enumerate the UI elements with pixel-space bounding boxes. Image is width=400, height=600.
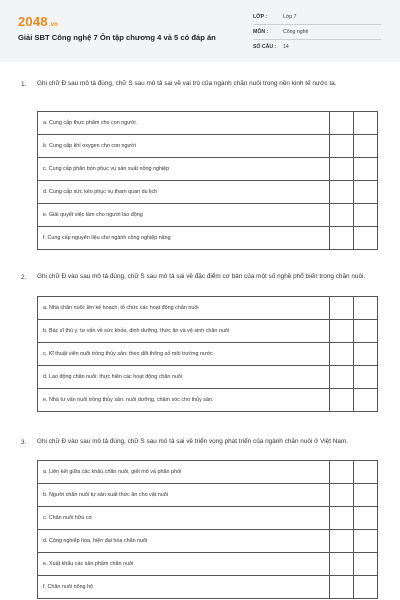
option-text: a. Liên kết giữa các khâu chăn nuôi, giết mổ và phân phối: [38, 461, 330, 484]
question-text: Ghi chữ Đ vào sau mô tả đúng, chữ S sau mô tả sai về triển vọng phát triển của ngành chăn nuôi ở Việt Nam.: [37, 438, 349, 445]
answer-cell[interactable]: [330, 530, 354, 553]
answer-cell[interactable]: [354, 112, 378, 135]
table-row: [38, 553, 378, 576]
option-text: b. Người chăn nuôi tự sản xuất thức ăn cho vật nuôi: [38, 484, 330, 507]
table-row: [38, 507, 378, 530]
meta-count-row: [253, 44, 381, 55]
answer-cell[interactable]: [330, 135, 354, 158]
table-row: [38, 484, 378, 507]
document-title: Giải SBT Công nghệ 7 Ôn tập chương 4 và 5 có đáp án: [18, 33, 216, 42]
question-text: Ghi chữ Đ sau mô tả đúng, chữ S sau mô tả sai về vai trò của ngành chăn nuôi trong nền kinh tế nước ta.: [37, 80, 337, 87]
site-logo[interactable]: [18, 14, 58, 29]
option-text: b. Cung cấp khí oxygen cho con người: [38, 135, 330, 158]
answer-cell[interactable]: [354, 227, 378, 250]
meta-class-row: [253, 14, 381, 25]
meta-subject-key: MÔN :: [253, 29, 269, 35]
answer-cell[interactable]: [354, 297, 378, 320]
answer-table: [37, 111, 378, 250]
answer-cell[interactable]: [330, 576, 354, 599]
answer-cell[interactable]: [330, 484, 354, 507]
answer-cell[interactable]: [330, 227, 354, 250]
answer-cell[interactable]: [354, 204, 378, 227]
meta-class-key: LỚP :: [253, 14, 268, 20]
answer-cell[interactable]: [330, 461, 354, 484]
logo-main: 2048: [18, 14, 48, 29]
option-text: b. Bác sĩ thú y: tư vấn về sức khỏe, dinh dưỡng, thức ăn và vệ sinh chăn nuôi: [38, 320, 330, 343]
table-row: [38, 227, 378, 250]
answer-cell[interactable]: [330, 297, 354, 320]
option-text: c. Chăn nuôi hữu cơ: [38, 507, 330, 530]
table-row: [38, 576, 378, 599]
question-number: 1.: [21, 81, 27, 88]
option-text: f. Chăn nuôi nông hộ: [38, 576, 330, 599]
question-number: 3.: [21, 439, 27, 446]
meta-count-value: 14: [283, 44, 289, 50]
table-row: [38, 112, 378, 135]
table-row: [38, 320, 378, 343]
table-row: [38, 389, 378, 412]
option-text: c. Cung cấp phân bón phục vụ sản xuất nông nghiệp: [38, 158, 330, 181]
option-text: a. Cung cấp thực phẩm cho con người.: [38, 112, 330, 135]
meta-divider: [253, 39, 381, 40]
answer-cell[interactable]: [330, 553, 354, 576]
meta-subject-row: [253, 29, 381, 40]
answer-cell[interactable]: [330, 320, 354, 343]
meta-divider: [253, 24, 381, 25]
answer-cell[interactable]: [354, 553, 378, 576]
answer-cell[interactable]: [354, 181, 378, 204]
answer-cell[interactable]: [354, 135, 378, 158]
answer-cell[interactable]: [354, 507, 378, 530]
answer-cell[interactable]: [330, 204, 354, 227]
option-text: a. Nhà chăn nuôi: lên kế hoạch, tổ chức các hoạt động chăn nuôi: [38, 297, 330, 320]
option-text: e. Xuất khẩu các sản phẩm chăn nuôi: [38, 553, 330, 576]
answer-cell[interactable]: [330, 158, 354, 181]
option-text: f. Cung cấp nguyên liệu cho ngành công nghiệp nặng: [38, 227, 330, 250]
table-row: [38, 135, 378, 158]
logo-tld: .vn: [48, 22, 59, 28]
meta-class-value: Lớp 7: [283, 14, 297, 20]
option-text: d. Công nghiệp hóa, hiện đại hóa chăn nuôi: [38, 530, 330, 553]
question-text: Ghi chữ Đ vào sau mô tả đúng, chữ S sau mô tả sai về đặc điểm cơ bản của một số nghề phổ biến trong chăn nuôi.: [37, 273, 366, 280]
answer-cell[interactable]: [330, 366, 354, 389]
answer-table: [37, 460, 378, 599]
answer-cell[interactable]: [330, 389, 354, 412]
table-row: [38, 530, 378, 553]
option-text: e. Nhà tư vấn nuôi trồng thủy sản: nuôi dưỡng, chăm sóc cho thủy sản.: [38, 389, 330, 412]
table-row: [38, 181, 378, 204]
meta-count-key: SỐ CÂU :: [253, 44, 277, 50]
answer-cell[interactable]: [354, 576, 378, 599]
table-row: [38, 343, 378, 366]
meta-subject-value: Công nghệ: [283, 29, 309, 35]
answer-cell[interactable]: [330, 181, 354, 204]
answer-cell[interactable]: [354, 158, 378, 181]
answer-cell[interactable]: [330, 112, 354, 135]
answer-cell[interactable]: [330, 507, 354, 530]
answer-cell[interactable]: [354, 343, 378, 366]
option-text: c. Kĩ thuật viên nuôi trồng thủy sản: theo dõi thông số môi trường nước: [38, 343, 330, 366]
answer-cell[interactable]: [354, 461, 378, 484]
table-row: [38, 158, 378, 181]
question-number: 2.: [21, 274, 27, 281]
option-text: e. Giải quyết việc làm cho người lao động: [38, 204, 330, 227]
answer-table: [37, 296, 378, 412]
answer-cell[interactable]: [354, 366, 378, 389]
answer-cell[interactable]: [354, 320, 378, 343]
table-row: [38, 366, 378, 389]
option-text: d. Lao động chăn nuôi: thực hiện các hoạt động chăn nuôi: [38, 366, 330, 389]
answer-cell[interactable]: [354, 389, 378, 412]
table-row: [38, 297, 378, 320]
answer-cell[interactable]: [354, 484, 378, 507]
table-row: [38, 204, 378, 227]
answer-cell[interactable]: [330, 343, 354, 366]
answer-cell[interactable]: [354, 530, 378, 553]
page-header: [0, 0, 400, 62]
option-text: d. Cung cấp sức kéo phục vụ tham quan du lịch: [38, 181, 330, 204]
table-row: [38, 461, 378, 484]
